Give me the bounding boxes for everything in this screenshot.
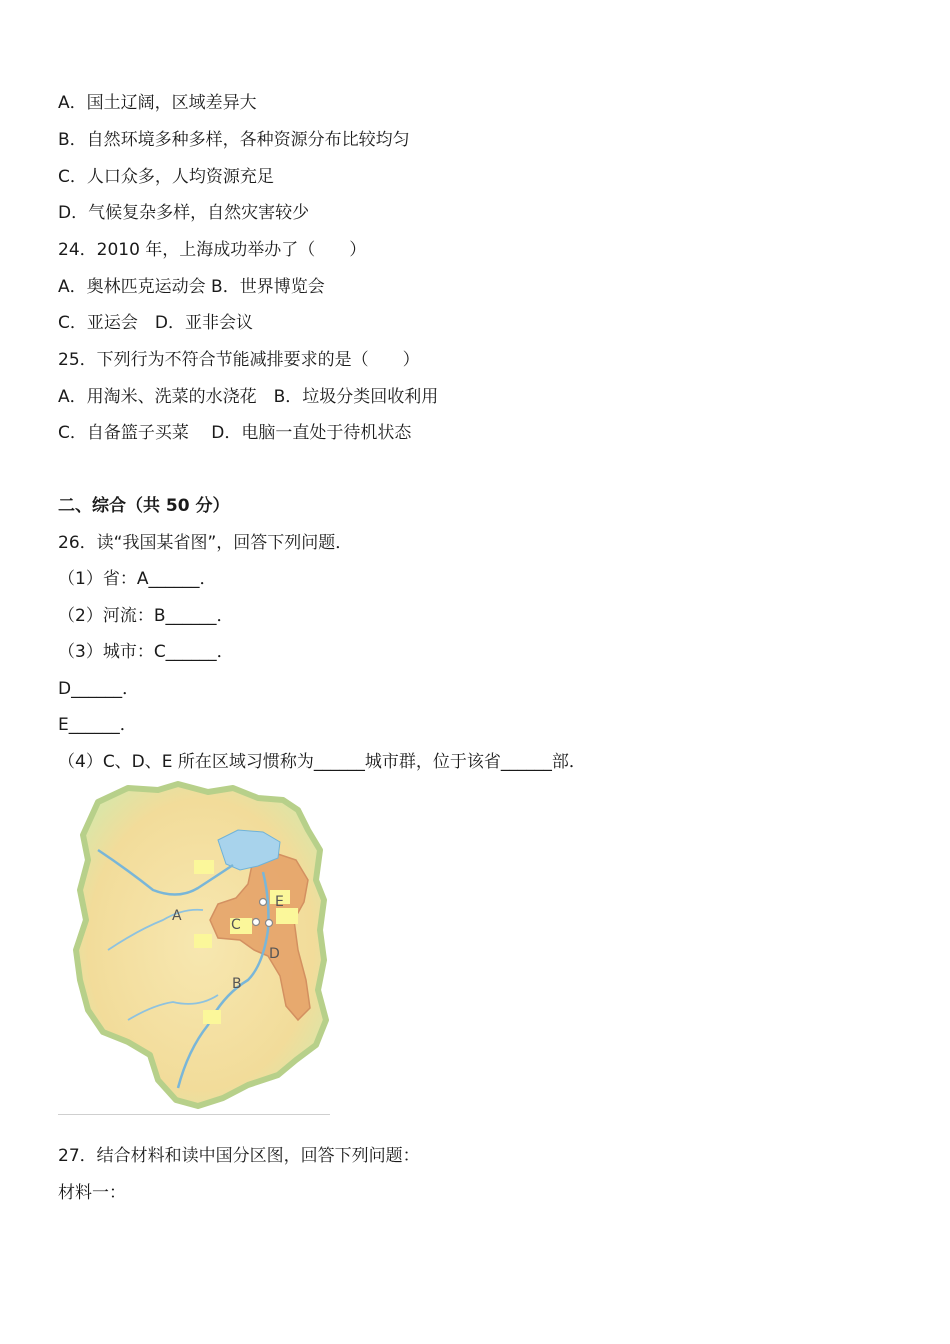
q26-part-3: （3）城市：C______． [58, 642, 234, 662]
province-map-svg [58, 780, 330, 1113]
province-map [58, 780, 330, 1113]
label-patch-4 [276, 908, 298, 924]
city-dot-e [260, 899, 267, 906]
label-patch-6 [203, 1010, 221, 1024]
section-heading: 二、综合（共 50 分） [58, 496, 230, 516]
q27-material-label: 材料一： [58, 1183, 126, 1203]
q24-options-ab: A．奥林匹克运动会 B．世界博览会 [58, 277, 325, 297]
map-label-e: E [275, 894, 284, 910]
q26-part-2: （2）河流：B______． [58, 606, 234, 626]
map-label-b: B [232, 976, 242, 992]
map-label-a: A [172, 908, 182, 924]
q25-stem: 25．下列行为不符合节能减排要求的是（ ） [58, 350, 420, 370]
label-patch-1 [194, 860, 214, 874]
map-label-d: D [269, 946, 280, 962]
q26-part-1: （1）省：A______． [58, 569, 217, 589]
label-patch-2 [194, 934, 212, 948]
q26-part-3-d: D______． [58, 679, 140, 699]
q27-stem: 27．结合材料和读中国分区图，回答下列问题： [58, 1146, 420, 1166]
q26-stem: 26．读“我国某省图”，回答下列问题． [58, 533, 353, 553]
q24-options-cd: C．亚运会 D．亚非会议 [58, 313, 253, 333]
q25-options-cd: C．自备篮子买菜 D．电脑一直处于待机状态 [58, 423, 412, 443]
q23-option-d: D．气候复杂多样，自然灾害较少 [58, 203, 310, 223]
map-divider [58, 1114, 330, 1115]
city-dot-c [253, 919, 260, 926]
map-label-c: C [231, 917, 241, 933]
q24-stem: 24．2010 年，上海成功举办了（ ） [58, 240, 367, 260]
q26-part-3-e: E______． [58, 715, 137, 735]
q23-option-b: B．自然环境多种多样，各种资源分布比较均匀 [58, 130, 410, 150]
q25-options-ab: A．用淘米、洗菜的水浇花 B．垃圾分类回收利用 [58, 387, 439, 407]
q23-option-c: C．人口众多，人均资源充足 [58, 167, 274, 187]
q26-part-4: （4）C、D、E 所在区域习惯称为______城市群，位于该省______部． [58, 752, 586, 772]
q23-option-a: A．国土辽阔，区域差异大 [58, 93, 257, 113]
city-dot-d [266, 920, 273, 927]
